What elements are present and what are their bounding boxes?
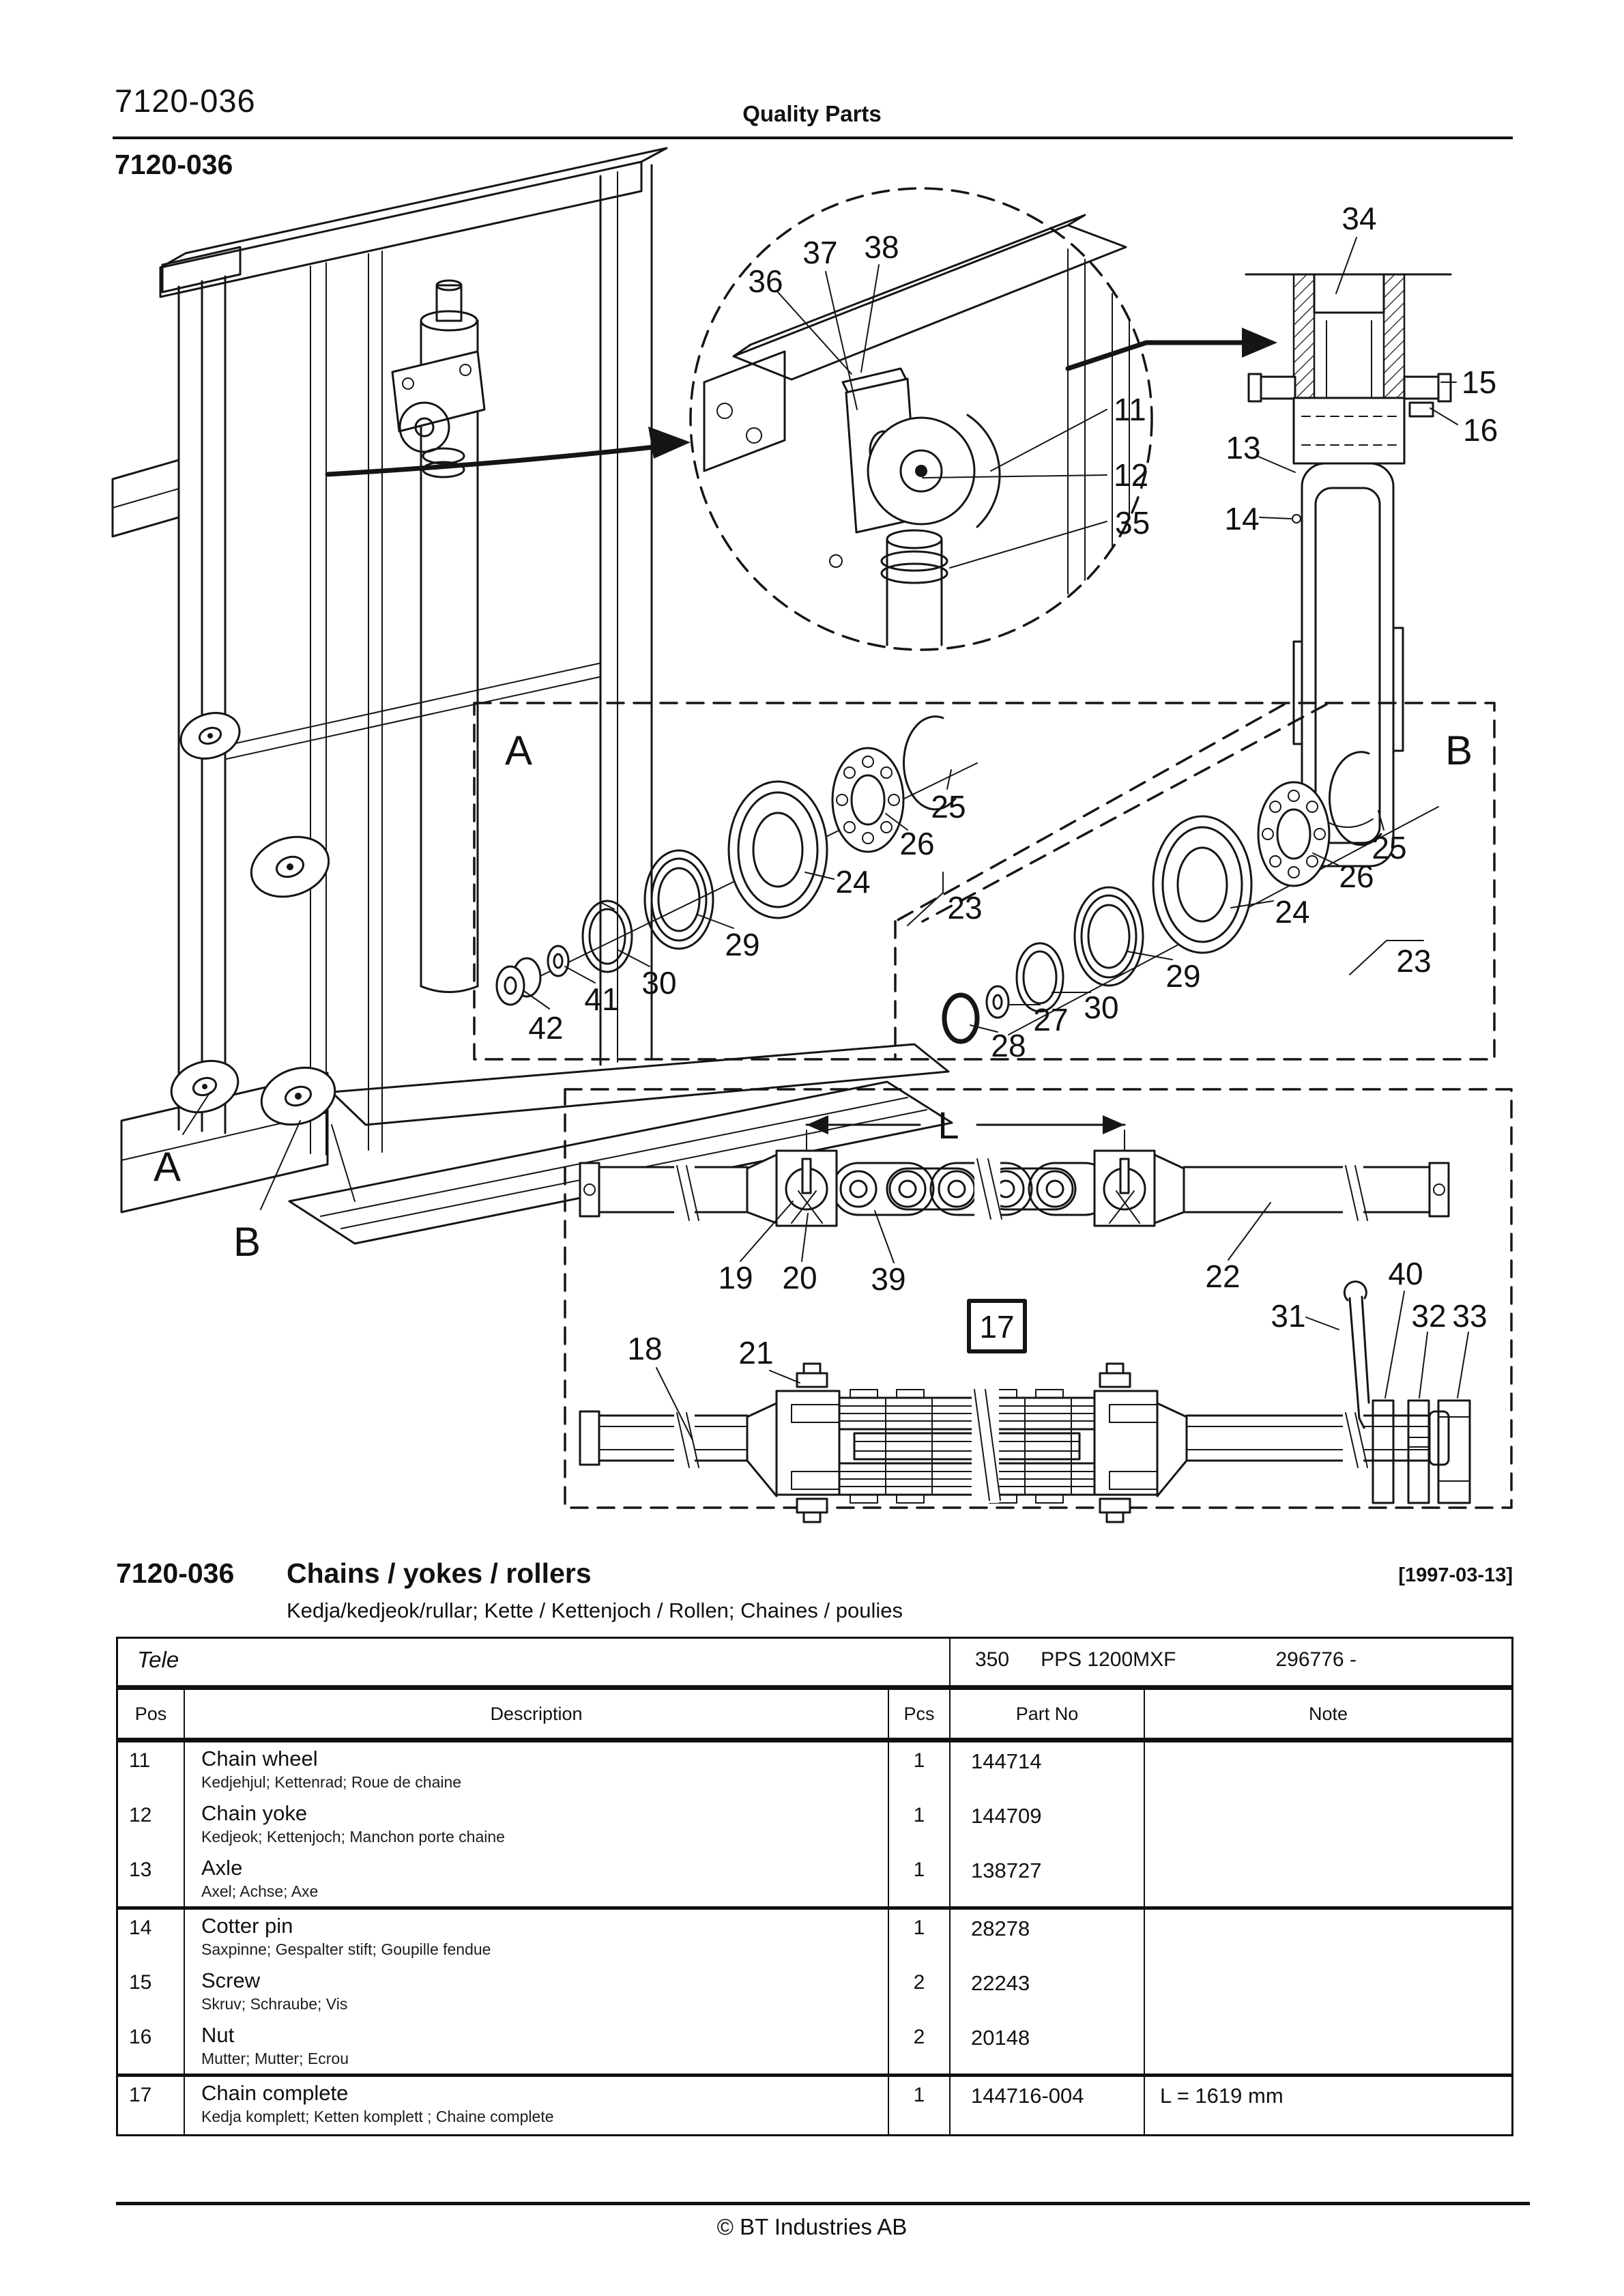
row-partno: 144709 [951,1797,1145,1852]
model-serial: 296776 - [1275,1648,1357,1671]
chain-plate-view [580,1331,1449,1522]
row-pos: 13 [118,1852,185,1906]
row-note: L = 1619 mm [1160,2084,1284,2108]
row-description-i18n: Saxpinne; Gespalter stift; Goupille fendue [201,1940,491,1958]
row-description: Chain wheel [201,1747,318,1770]
callout-23b: 23 [1396,943,1432,979]
callout-30: 30 [641,965,677,1001]
callout-38: 38 [864,229,899,265]
row-pos: 17 [118,2077,185,2134]
section-title-number: 7120-036 [116,1558,235,1589]
chain-wheel-circle-detail [691,188,1152,650]
row-partno: 144716-004 [951,2077,1145,2134]
callout-34: 34 [1342,201,1377,236]
box-label-b: B [1445,728,1473,773]
callout-27: 27 [1033,1002,1069,1037]
col-header-description: Description [185,1690,889,1738]
callout-36: 36 [748,263,783,299]
callout-21: 21 [738,1335,774,1371]
callout-18: 18 [627,1331,663,1366]
callout-25b: 25 [1372,830,1407,865]
row-pos: 11 [118,1742,185,1797]
callout-15: 15 [1462,364,1497,400]
row-partno: 28278 [951,1910,1145,1964]
callout-32: 32 [1411,1298,1447,1334]
row-description: Chain yoke [201,1801,308,1825]
row-pos: 12 [118,1797,185,1852]
row-note [1145,1797,1511,1852]
row-description: Nut [201,2023,235,2047]
footer-copyright: © BT Industries AB [716,2214,908,2239]
col-header-note: Note [1308,1703,1348,1724]
row-description-i18n: Skruv; Schraube; Vis [201,1994,348,2013]
row-description-i18n: Mutter; Mutter; Ecrou [201,2049,349,2067]
callout-13: 13 [1226,430,1261,465]
section-date: [1997-03-13] [1398,1564,1513,1586]
table-row [118,1910,1511,1964]
table-row [118,1852,1511,1910]
section-subtitle: Kedja/kedjeok/rullar; Kette / Kettenjoch / Rollen; Chaines / poulies [287,1598,903,1622]
row-pos: 16 [118,2019,185,2073]
leader-view-b [261,1121,300,1209]
parts-table [116,1637,1513,2136]
mast-top-chain-wheel [392,351,484,477]
callout-22: 22 [1205,1259,1241,1294]
brand-header: Quality Parts [742,101,882,126]
length-dimension [807,1104,1125,1162]
callout-29: 29 [725,927,760,962]
model-row [118,1639,1511,1690]
callout-31: 31 [1271,1298,1306,1334]
callout-41: 41 [584,981,620,1017]
callout-23: 23 [947,890,983,925]
callout-17: 17 [979,1309,1015,1345]
callout-28: 28 [991,1028,1026,1063]
row-note [1145,1964,1511,2019]
zoom-arrow-right [1068,328,1277,369]
mast-roller [244,827,336,906]
row-note [1145,1852,1511,1906]
section-title: Chains / yokes / rollers [287,1558,592,1589]
row-description: Screw [201,1968,261,1992]
row-pos: 14 [118,1910,185,1964]
model-series: Tele [118,1639,951,1685]
model-code: 350 [975,1648,1010,1671]
callout-37: 37 [802,235,838,270]
callout-40: 40 [1388,1256,1423,1291]
chain-side-view [580,1151,1449,1297]
row-partno: 138727 [951,1852,1145,1906]
page-doc-number: 7120-036 [115,83,256,119]
row-note [1145,2019,1511,2073]
view-label-a: A [153,1144,182,1190]
row-pcs: 2 [889,2019,951,2073]
row-pcs: 1 [889,1910,951,1964]
row-partno: 144714 [951,1742,1145,1797]
exploded-view-a [497,717,983,1046]
col-header-pos: Pos [118,1690,185,1738]
mast-roller [164,1052,244,1120]
table-row [118,1964,1511,2019]
row-description: Chain complete [201,2081,349,2105]
row-description: Axle [201,1856,243,1880]
table-row [118,2019,1511,2077]
callout-24b: 24 [1275,894,1310,930]
callout-24: 24 [835,864,871,900]
dimension-label-l: L [938,1104,959,1147]
callout-26b: 26 [1339,859,1374,894]
row-pcs: 1 [889,1797,951,1852]
row-pcs: 1 [889,1742,951,1797]
col-header-pcs: Pcs [889,1690,951,1738]
row-description-i18n: Kedjehjul; Kettenrad; Roue de chaine [201,1773,462,1791]
row-description-i18n: Kedjeok; Kettenjoch; Manchon porte chaine [201,1827,505,1846]
callout-35: 35 [1115,505,1150,541]
row-description-i18n: Kedja komplett; Ketten komplett ; Chaine complete [201,2107,554,2125]
callout-30b: 30 [1084,990,1119,1025]
table-header-row [118,1690,1511,1742]
chain-complete-callout [969,1301,1025,1351]
callout-26: 26 [899,826,935,861]
callout-20: 20 [782,1260,817,1295]
callout-19: 19 [718,1260,753,1295]
callout-16: 16 [1463,412,1498,448]
table-row [118,1797,1511,1852]
view-label-b: B [233,1219,261,1265]
callout-39: 39 [871,1261,906,1297]
row-pcs: 2 [889,1964,951,2019]
section-number: 7120-036 [115,149,233,180]
row-description: Cotter pin [201,1914,293,1938]
callout-11: 11 [1114,392,1146,427]
small-parts [1271,1256,1487,1503]
box-label-a: A [505,728,533,773]
callout-12: 12 [1114,457,1149,493]
row-description-i18n: Axel; Achse; Axe [201,1882,319,1900]
callout-29b: 29 [1165,958,1201,994]
row-pcs: 1 [889,2077,951,2134]
row-note [1145,1742,1511,1797]
col-header-partno: Part No [951,1690,1145,1738]
footer-rule [116,2202,1530,2205]
model-info [951,1639,1511,1685]
callout-25: 25 [931,789,966,824]
table-row [118,2077,1511,2134]
table-row [118,1742,1511,1797]
row-partno: 22243 [951,1964,1145,2019]
callout-14: 14 [1224,501,1260,536]
row-partno: 20148 [951,2019,1145,2073]
callout-33: 33 [1452,1298,1488,1334]
row-pcs: 1 [889,1852,951,1906]
model-name: PPS 1200MXF [1041,1648,1176,1671]
row-note [1145,1910,1511,1964]
mast-roller [254,1059,342,1134]
row-pos: 15 [118,1964,185,2019]
callout-42: 42 [528,1010,564,1046]
